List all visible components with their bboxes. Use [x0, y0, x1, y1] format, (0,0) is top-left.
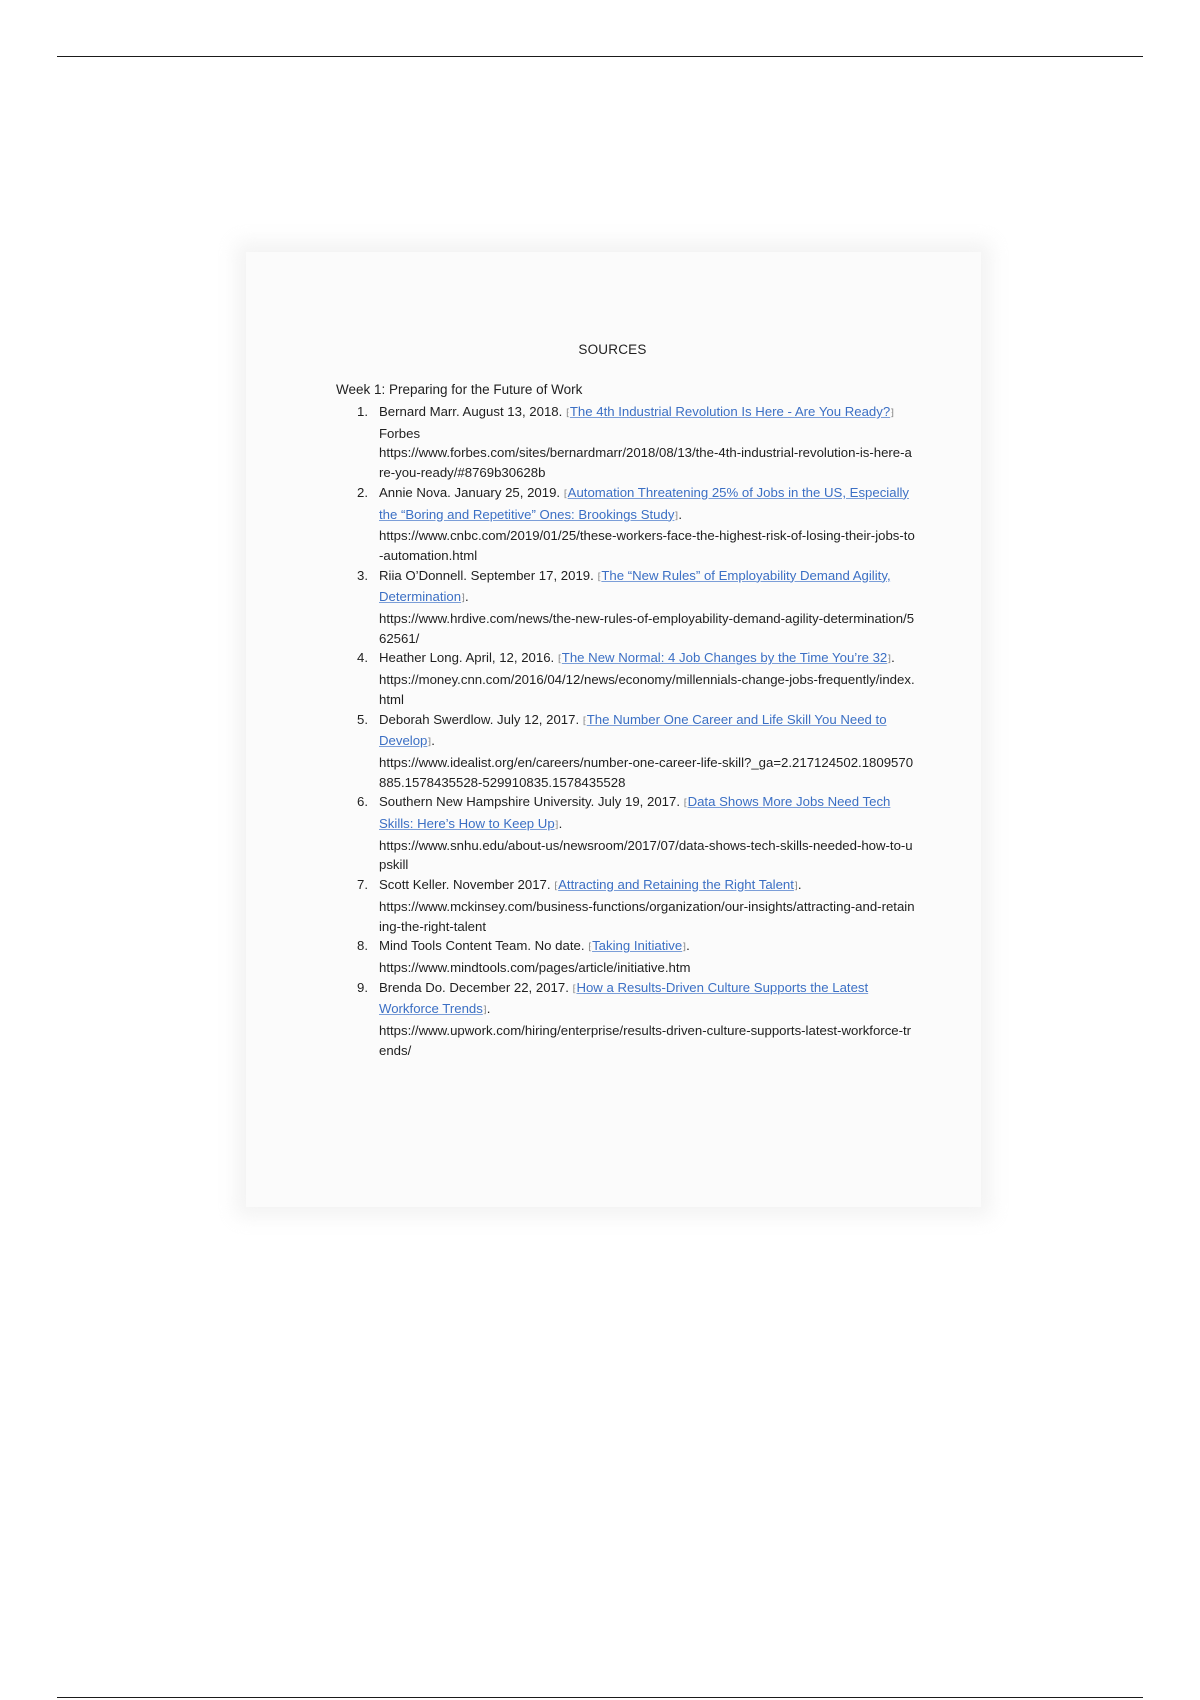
- source-item: [336, 875, 916, 936]
- source-item: [336, 710, 916, 793]
- source-citation: Southern New Hampshire University. July 19, 2017.: [379, 794, 684, 810]
- source-suffix: .: [686, 938, 690, 954]
- link-close-marker: ⁆: [674, 510, 679, 522]
- source-url: https://www.cnbc.com/2019/01/25/these-workers-face-the-highest-risk-of-losing-their-jobs-to-automation.html: [379, 528, 915, 563]
- link-open-marker: ⁅: [582, 715, 587, 727]
- source-suffix: .: [486, 1001, 491, 1017]
- source-suffix: .: [465, 589, 469, 605]
- link-close-marker: ⁆: [887, 654, 892, 666]
- week-heading: Week 1: Preparing for the Future of Work: [336, 382, 583, 397]
- source-citation: Heather Long. April, 12, 2016.: [379, 650, 558, 666]
- source-url: https://www.upwork.com/hiring/enterprise/results-driven-culture-supports-latest-workforce-trends/: [379, 1023, 912, 1058]
- link-open-marker: ⁅: [588, 942, 593, 954]
- link-close-marker: ⁆: [890, 408, 895, 419]
- source-suffix: .: [431, 733, 435, 749]
- source-suffix: .: [558, 816, 563, 832]
- source-link[interactable]: The 4th Industrial Revolution Is Here - Are You Ready?: [569, 404, 891, 419]
- source-number: 1.: [357, 404, 368, 419]
- link-open-marker: ⁅: [597, 571, 602, 583]
- source-suffix: .: [891, 650, 895, 666]
- source-link[interactable]: How a Results-Driven Culture Supports the Latest Workforce Trends: [379, 979, 869, 1017]
- link-close-marker: ⁆: [461, 593, 465, 605]
- source-item: [336, 402, 916, 483]
- source-link[interactable]: The “New Rules” of Employability Demand Agility, Determination: [379, 567, 891, 605]
- link-open-marker: ⁅: [563, 488, 568, 500]
- source-url: https://www.hrdive.com/news/the-new-rules-of-employability-demand-agility-determination/562561/: [379, 611, 915, 646]
- source-link[interactable]: The Number One Career and Life Skill You Need to Develop: [379, 711, 887, 749]
- source-link[interactable]: The New Normal: 4 Job Changes by the Time You’re 32: [561, 650, 888, 666]
- link-close-marker: ⁆: [427, 737, 432, 749]
- source-link[interactable]: Attracting and Retaining the Right Talent: [558, 877, 794, 893]
- source-number: 8.: [357, 938, 368, 954]
- top-divider: [57, 56, 1143, 57]
- source-url: https://www.idealist.org/en/careers/number-one-career-life-skill?_ga=2.217124502.1809570885.1578435528-529910835.1578435528: [379, 754, 914, 790]
- link-close-marker: ⁆: [682, 942, 687, 954]
- link-open-marker: ⁅: [557, 654, 562, 666]
- link-open-marker: ⁅: [683, 798, 688, 810]
- source-url: https://money.cnn.com/2016/04/12/news/economy/millennials-change-jobs-frequently/index.html: [379, 672, 915, 707]
- document-title: SOURCES: [578, 342, 647, 357]
- source-suffix: .: [678, 506, 682, 522]
- source-item: [336, 483, 916, 566]
- source-number: 6.: [357, 794, 368, 810]
- source-number: 4.: [357, 650, 368, 666]
- link-open-marker: ⁅: [572, 983, 577, 995]
- source-item: [336, 792, 916, 875]
- source-number: 7.: [357, 877, 368, 893]
- source-citation: Scott Keller. November 2017.: [379, 877, 555, 893]
- source-number: 9.: [357, 979, 368, 995]
- source-citation: Bernard Marr. August 13, 2018.: [379, 404, 566, 419]
- link-close-marker: ⁆: [482, 1005, 487, 1017]
- source-number: 2.: [357, 484, 368, 500]
- link-open-marker: ⁅: [565, 408, 570, 419]
- link-close-marker: ⁆: [554, 820, 559, 832]
- source-citation: Riia O’Donnell. September 17, 2019.: [379, 567, 598, 583]
- sources-list: [336, 402, 916, 1061]
- link-open-marker: ⁅: [554, 881, 559, 893]
- source-link[interactable]: Automation Threatening 25% of Jobs in the US, Especially the “Boring and Repetitive” Ones: Brookings Study: [379, 484, 910, 522]
- source-url: https://www.forbes.com/sites/bernardmarr/2018/08/13/the-4th-industrial-revolution-is-here-are-you-ready/#8769b30628b: [379, 445, 912, 481]
- source-url: https://www.mckinsey.com/business-functions/organization/our-insights/attracting-and-retaining-the-right-talent: [379, 898, 915, 934]
- source-item: [336, 978, 916, 1061]
- source-item: [336, 648, 916, 709]
- source-number: 3.: [357, 567, 368, 583]
- source-number: 5.: [357, 711, 368, 727]
- source-url: https://www.mindtools.com/pages/article/initiative.htm: [379, 959, 691, 975]
- source-url: https://www.snhu.edu/about-us/newsroom/2017/07/data-shows-tech-skills-needed-how-to-upskill: [379, 837, 913, 873]
- source-suffix: .: [797, 877, 802, 893]
- source-citation: Brenda Do. December 22, 2017.: [379, 979, 573, 995]
- source-item: [336, 566, 916, 649]
- bottom-divider: [57, 1697, 1143, 1698]
- source-citation: Annie Nova. January 25, 2019.: [379, 484, 564, 500]
- source-item: [336, 936, 916, 977]
- link-close-marker: ⁆: [793, 881, 798, 893]
- source-citation: Mind Tools Content Team. No date.: [379, 938, 589, 954]
- source-publisher: Forbes: [379, 425, 421, 441]
- source-link[interactable]: Taking Initiative: [592, 938, 683, 954]
- source-citation: Deborah Swerdlow. July 12, 2017.: [379, 711, 583, 727]
- source-link[interactable]: Data Shows More Jobs Need Tech Skills: Here’s How to Keep Up: [379, 794, 891, 832]
